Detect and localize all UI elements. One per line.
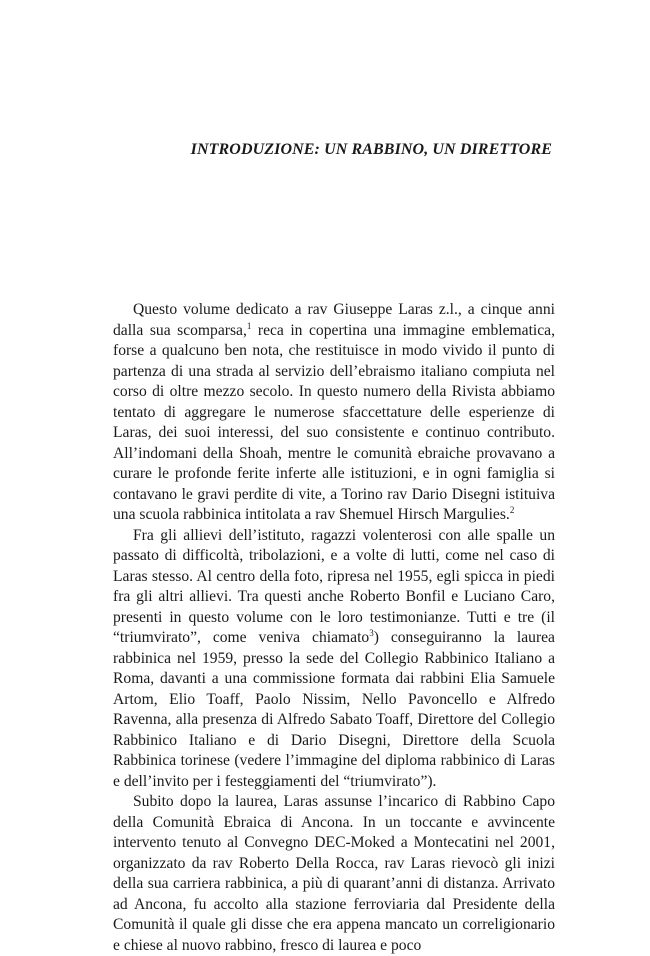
paragraph-text: Subito dopo la laurea, Laras assunse l’incarico di Rabbino Capo della Comunità Ebraica di Ancona. In un toccante e avvincente intervento tenuto al Convegno DEC-Moked a Montecatini nel 2001, organizzato da rav Roberto Della Rocca, rav Laras rievocò gli inizi della sua carriera rabbinica, a più di quarant’anni di distanza. Arrivato ad Ancona, fu accolto alla stazione ferroviaria dal Presidente della Comunità il quale gli disse che era appena mancato un correligionario e chiese al nuovo rabbino, fresco di laurea e poco — [113, 793, 555, 954]
paragraph-text: reca in copertina una immagine emblematica, forse a qualcuno ben nota, che restituisce in modo vivido il punto di partenza di una strada al servizio dell’ebraismo italiano compiuta nel corso di oltre mezzo secolo. In questo numero della Rivista abbiamo tentato di aggregare le numerose sfaccettature delle esperienze di Laras, dei suoi interessi, del suo consistente e continuo contributo. All’indomani della Shoah, mentre le comunità ebraiche provavano a curare le profonde ferite inferte alle istituzioni, e in ogni famiglia si contavano le gravi perdite di vite, a Torino rav Dario Disegni istituiva una scuola rabbinica intitolata a rav Shemuel Hirsch Margulies. — [113, 321, 556, 523]
chapter-title: INTRODUZIONE: UN RABBINO, UN DIRETTORE — [190, 141, 552, 158]
footnote-ref[interactable]: 1 — [246, 320, 252, 331]
paragraph-text: ) conseguiranno la laurea rabbinica nel 1959, presso la sede del Collegio Rabbinico Italiano a Roma, davanti a una commissione formata dai rabbini Elia Samuele Artom, Elio Toaff, Paolo Nissim, Nello Pavoncello e Alfredo Ravenna, alla presenza di Alfredo Sabato Toaff, Direttore del Collegio Rabbinico Italiano e di Dario Disegni, Direttore della Scuola Rabbinica torinese (vedere l’immagine del diploma rabbinico di Laras e dell’invito per i festeggiamenti del “triumvirato”). — [113, 629, 555, 790]
paragraph-text: Fra gli allievi dell’istituto, ragazzi volenterosi con alle spalle un passato di difficoltà, tribolazioni, e a volte di lutti, come nel caso di Laras stesso. Al centro della foto, ripresa nel 1955, egli spicca in piedi fra gli altri allievi. Tra questi anche Roberto Bonfil e Luciano Caro, presenti in questo volume con le loro testimonianze. Tutti e tre (il “triumvirato”, come veniva chiamato — [113, 526, 555, 646]
body-text — [113, 300, 555, 956]
paragraph — [113, 526, 555, 793]
paragraph — [113, 300, 555, 526]
paragraph-text: Questo volume dedicato a rav Giuseppe Laras z.l., a cinque anni dalla sua scomparsa, — [113, 301, 555, 339]
footnote-ref[interactable]: 2 — [509, 504, 515, 515]
footnote-ref[interactable]: 3 — [369, 627, 374, 638]
paragraph — [113, 792, 555, 956]
